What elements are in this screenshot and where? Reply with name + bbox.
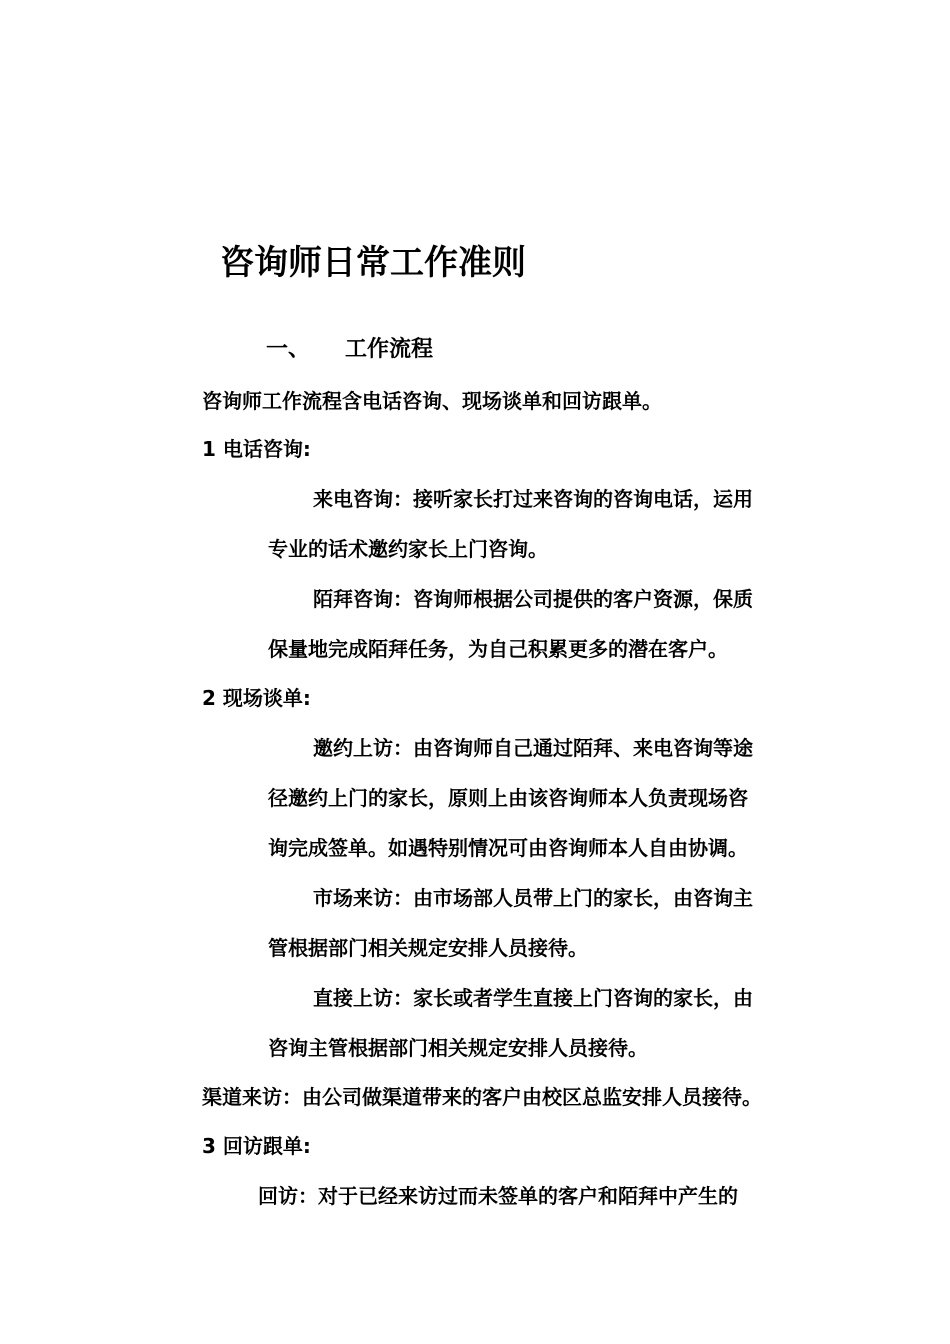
section-heading: 工作流程 — [345, 337, 434, 362]
paragraph-line: 回访：对于已经来访过而未签单的客户和陌拜中产生的 — [258, 1184, 738, 1208]
paragraph-line: 咨询主管根据部门相关规定安排人员接待。 — [268, 1036, 648, 1060]
paragraph-line: 市场来访：由市场部人员带上门的家长，由咨询主 — [313, 886, 753, 910]
paragraph-line: 陌拜咨询：咨询师根据公司提供的客户资源，保质 — [313, 587, 753, 611]
paragraph-line: 径邀约上门的家长，原则上由该咨询师本人负责现场咨 — [268, 786, 748, 810]
subheading-onsite: 2 现场谈单: — [202, 686, 311, 710]
paragraph-intro: 咨询师工作流程含电话咨询、现场谈单和回访跟单。 — [202, 389, 662, 413]
subheading-phone-consult: 1 电话咨询: — [202, 437, 311, 461]
paragraph-line: 管根据部门相关规定安排人员接待。 — [268, 936, 588, 960]
document-title: 咨询师日常工作准则 — [220, 243, 526, 283]
paragraph-line: 保量地完成陌拜任务，为自己积累更多的潜在客户。 — [268, 637, 728, 661]
paragraph-line: 询完成签单。如遇特别情况可由咨询师本人自由协调。 — [268, 836, 748, 860]
paragraph-line: 邀约上访：由咨询师自己通过陌拜、来电咨询等途 — [313, 736, 753, 760]
paragraph-line: 渠道来访：由公司做渠道带来的客户由校区总监安排人员接待。 — [202, 1085, 762, 1109]
section-number: 一、 — [266, 337, 311, 362]
paragraph-line: 直接上访：家长或者学生直接上门咨询的家长，由 — [313, 986, 753, 1010]
subheading-follow-up: 3 回访跟单: — [202, 1134, 311, 1158]
paragraph-line: 专业的话术邀约家长上门咨询。 — [268, 537, 548, 561]
paragraph-line: 来电咨询：接听家长打过来咨询的咨询电话，运用 — [313, 487, 753, 511]
